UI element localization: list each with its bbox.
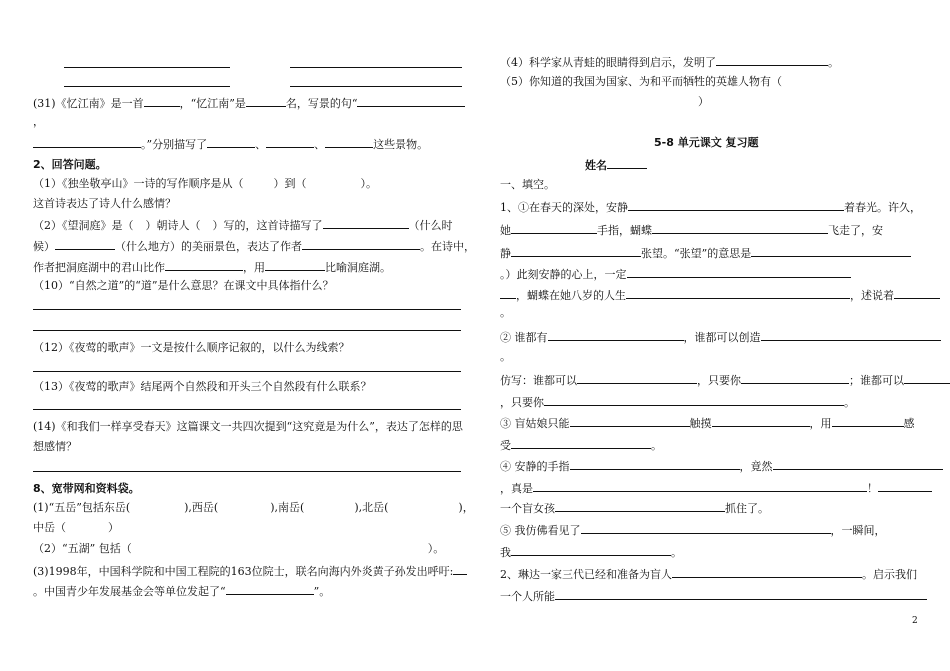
- fill-6-line2: 一个人所能: [500, 588, 927, 604]
- answer-line: [33, 330, 461, 331]
- question-12: （12）《夜莺的歌声》一文是按什么顺序记叙的，以什么为线索？: [33, 341, 350, 354]
- answer-line: [33, 309, 461, 310]
- fill-1-end: 。: [500, 306, 511, 319]
- question-1-text: 这首诗表达了诗人什么感情？: [33, 197, 176, 210]
- fill-4-line3: 一个盲女孩 抓住了。: [500, 502, 769, 515]
- fill-4: ④ 安静的手指 ，竟然: [500, 458, 943, 474]
- fill-section-heading: 一、填空。: [500, 178, 555, 191]
- answer-line: [33, 409, 461, 410]
- academician-question-line2: 。中国青少年发展基金会等单位发起了“ ”。: [33, 585, 331, 598]
- fill-1-line4: 。）此刻安静的心上，一定: [500, 266, 851, 282]
- fill-6: 2、琳达一家三代已经和准备为盲人 。启示我们: [500, 568, 917, 581]
- question-1: （1）《独坐敬亭山》一诗的写作顺序是从（ ）到（ ）。: [33, 177, 377, 190]
- wuyue-question-line2: 中岳（ ）: [33, 521, 119, 534]
- question-2: （2）《望洞庭》是（ ）朝诗人（ ）写的，这首诗描写了 （什么时: [33, 219, 453, 232]
- fill-1-line3: 静 张望。“张望”的意思是: [500, 245, 911, 261]
- question-10: （10）“自然之道”的“道”是什么意思？在课文中具体指什么？: [33, 279, 334, 292]
- answer-line: [33, 471, 461, 472]
- question-2-line2: 候） （什么地方）的美丽景色，表达了作者 。在诗中，: [33, 240, 475, 253]
- academician-question: (3)1998年，中国科学院和中国工程院的163位院士，联名向海内外炎黄子孙发出呼吁:: [33, 563, 467, 579]
- question-14: (14)《和我们一样享受春天》这篇课文一共四次提到“这究竟是为什么”，表达了怎样的思: [33, 420, 463, 433]
- page-title: 5-8 单元课文 复习题: [654, 136, 759, 149]
- fill-1-line5: ，蝴蝶在她八岁的人生 ，述说着: [500, 287, 940, 303]
- answer-line: [290, 67, 462, 68]
- answer-line: [33, 371, 461, 372]
- section-8-heading: 8、宽带网和资料袋。: [33, 482, 140, 495]
- question-4: （4）科学家从青蛙的眼睛得到启示，发明了 。: [500, 56, 839, 69]
- name-label: 姓名: [585, 157, 647, 173]
- question-5: （5）你知道的我国为国家、为和平而牺牲的英雄人物有（: [500, 75, 782, 88]
- question-14-line2: 想感情？: [33, 440, 77, 453]
- question-2-line3: 作者把洞庭湖中的君山比作 ，用 比喻洞庭湖。: [33, 261, 391, 274]
- fill-4-line2: ，真是 ！: [500, 480, 932, 496]
- question-31: (31)《忆江南》是一首 ，“忆江南”是 名，写景的句“: [33, 95, 465, 111]
- fill-1: 1、①在春天的深处，安静 着春光。许久，: [500, 201, 921, 214]
- fill-3: ③ 盲姑娘只能 触摸 ，用 感: [500, 417, 915, 430]
- question-5-close: ）: [698, 95, 709, 108]
- fill-2-imitate: 仿写：谁都可以 ，只要你 ；谁都可以: [500, 372, 950, 388]
- answer-line: [64, 86, 230, 87]
- question-31-comma: ，: [33, 115, 44, 128]
- question-13: （13）《夜莺的歌声》结尾两个自然段和开头三个自然段有什么联系？: [33, 380, 372, 393]
- fill-3-line2: 受 。: [500, 439, 662, 452]
- wuyue-question: (1)“五岳”包括东岳( ),西岳( ),南岳( ),北岳( )，: [33, 501, 474, 514]
- wuhu-question: （2）“五湖” 包括（ ）。: [33, 542, 445, 555]
- question-31-line2: 。”分别描写了 、 、 这些景物。: [33, 136, 428, 152]
- section-2-heading: 2、回答问题。: [33, 158, 107, 171]
- fill-2-imitate-line2: ，只要你 。: [500, 396, 855, 409]
- answer-line: [290, 86, 462, 87]
- fill-2: ② 谁都有 ，谁都可以创造: [500, 329, 941, 345]
- answer-line: [64, 67, 230, 68]
- page-number: 2: [912, 616, 918, 626]
- fill-2-end: 。: [500, 350, 511, 363]
- fill-5: ⑤ 我仿佛看见了 ，一瞬间，: [500, 524, 886, 537]
- fill-1-line2: 她 手指，蝴蝶 飞走了，安: [500, 224, 883, 237]
- fill-5-line2: 我 。: [500, 546, 682, 559]
